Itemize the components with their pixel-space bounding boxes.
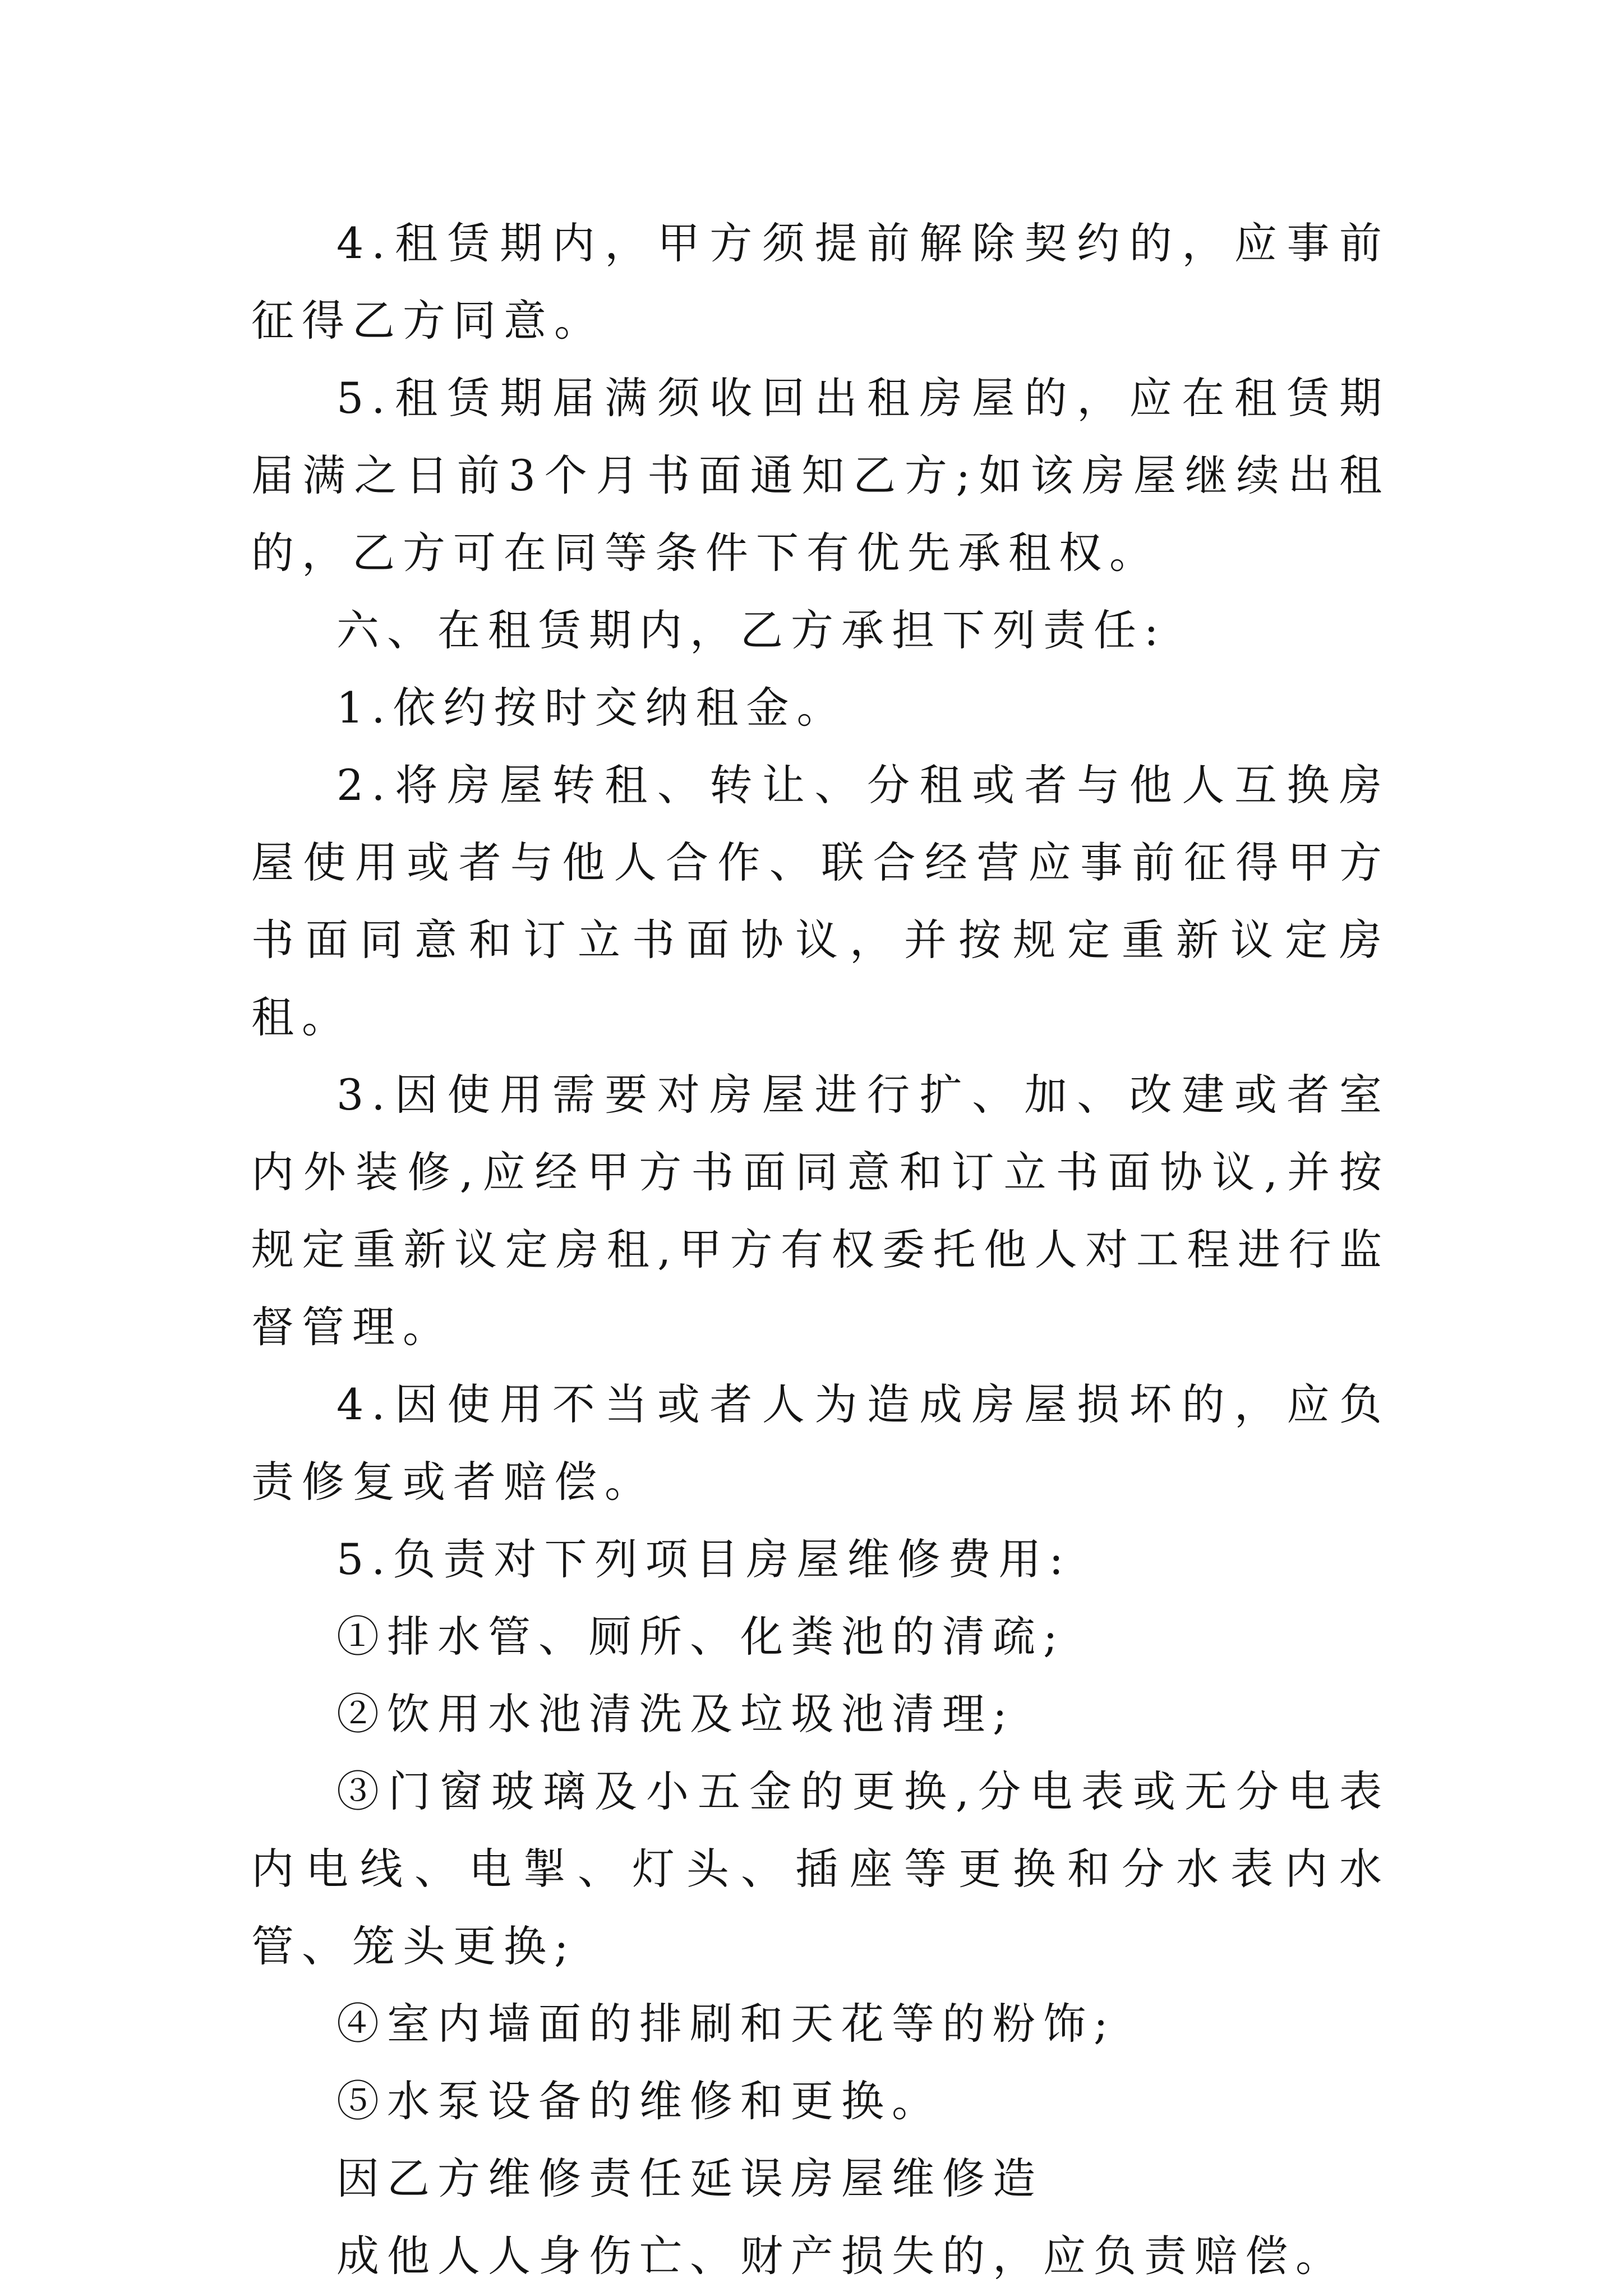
paragraph-delay-liability: 因乙方维修责任延误房屋维修造 [336,2154,1043,2203]
section-heading-lessee-duties: 六、在租赁期内，乙方承担下列责任: [336,605,1166,655]
paragraph-maintenance-costs: 5.负责对下列项目房屋维修费用: [336,1534,1072,1584]
paragraph-compensation: 成他人人身伤亡、财产损失的，应负责赔偿。 [336,2231,1346,2281]
list-item-drainage: ①排水管、厕所、化粪池的清疏; [336,1612,1066,1662]
list-item-fixtures: ③门窗玻璃及小五金的更换,分电表或无分电表内电线、电掣、灯头、插座等更换和分水表内水管、笼头更换; [251,1766,1390,1971]
list-item-water-tank: ②饮用水池清洗及垃圾池清理; [336,1689,1015,1739]
paragraph-lease-expiry-notice: 5.租赁期届满须收回出租房屋的，应在租赁期届满之日前3个月书面通知乙方;如该房屋继续出租的，乙方可在同等条件下有优先承租权。 [251,373,1390,578]
paragraph-damage-repair: 4.因使用不当或者人为造成房屋损坏的，应负责修复或者赔偿。 [251,1379,1390,1507]
document-body [251,205,1390,2295]
paragraph-pay-rent: 1.依约按时交纳租金。 [336,683,847,733]
list-item-wall-finishing: ④室内墙面的排刷和天花等的粉饰; [336,1999,1116,2049]
paragraph-lessor-early-termination: 4.租赁期内，甲方须提前解除契约的，应事前征得乙方同意。 [251,218,1390,346]
paragraph-sublease-consent: 2.将房屋转租、转让、分租或者与他人互换房屋使用或者与他人合作、联合经营应事前征得甲方书面同意和订立书面协议，并按规定重新议定房租。 [251,760,1390,1042]
list-item-water-pump: ⑤水泵设备的维修和更换。 [336,2076,942,2126]
paragraph-renovation-consent: 3.因使用需要对房屋进行扩、加、改建或者室内外装修,应经甲方书面同意和订立书面协议,并按规定重新议定房租,甲方有权委托他人对工程进行监督管理。 [251,1070,1390,1352]
